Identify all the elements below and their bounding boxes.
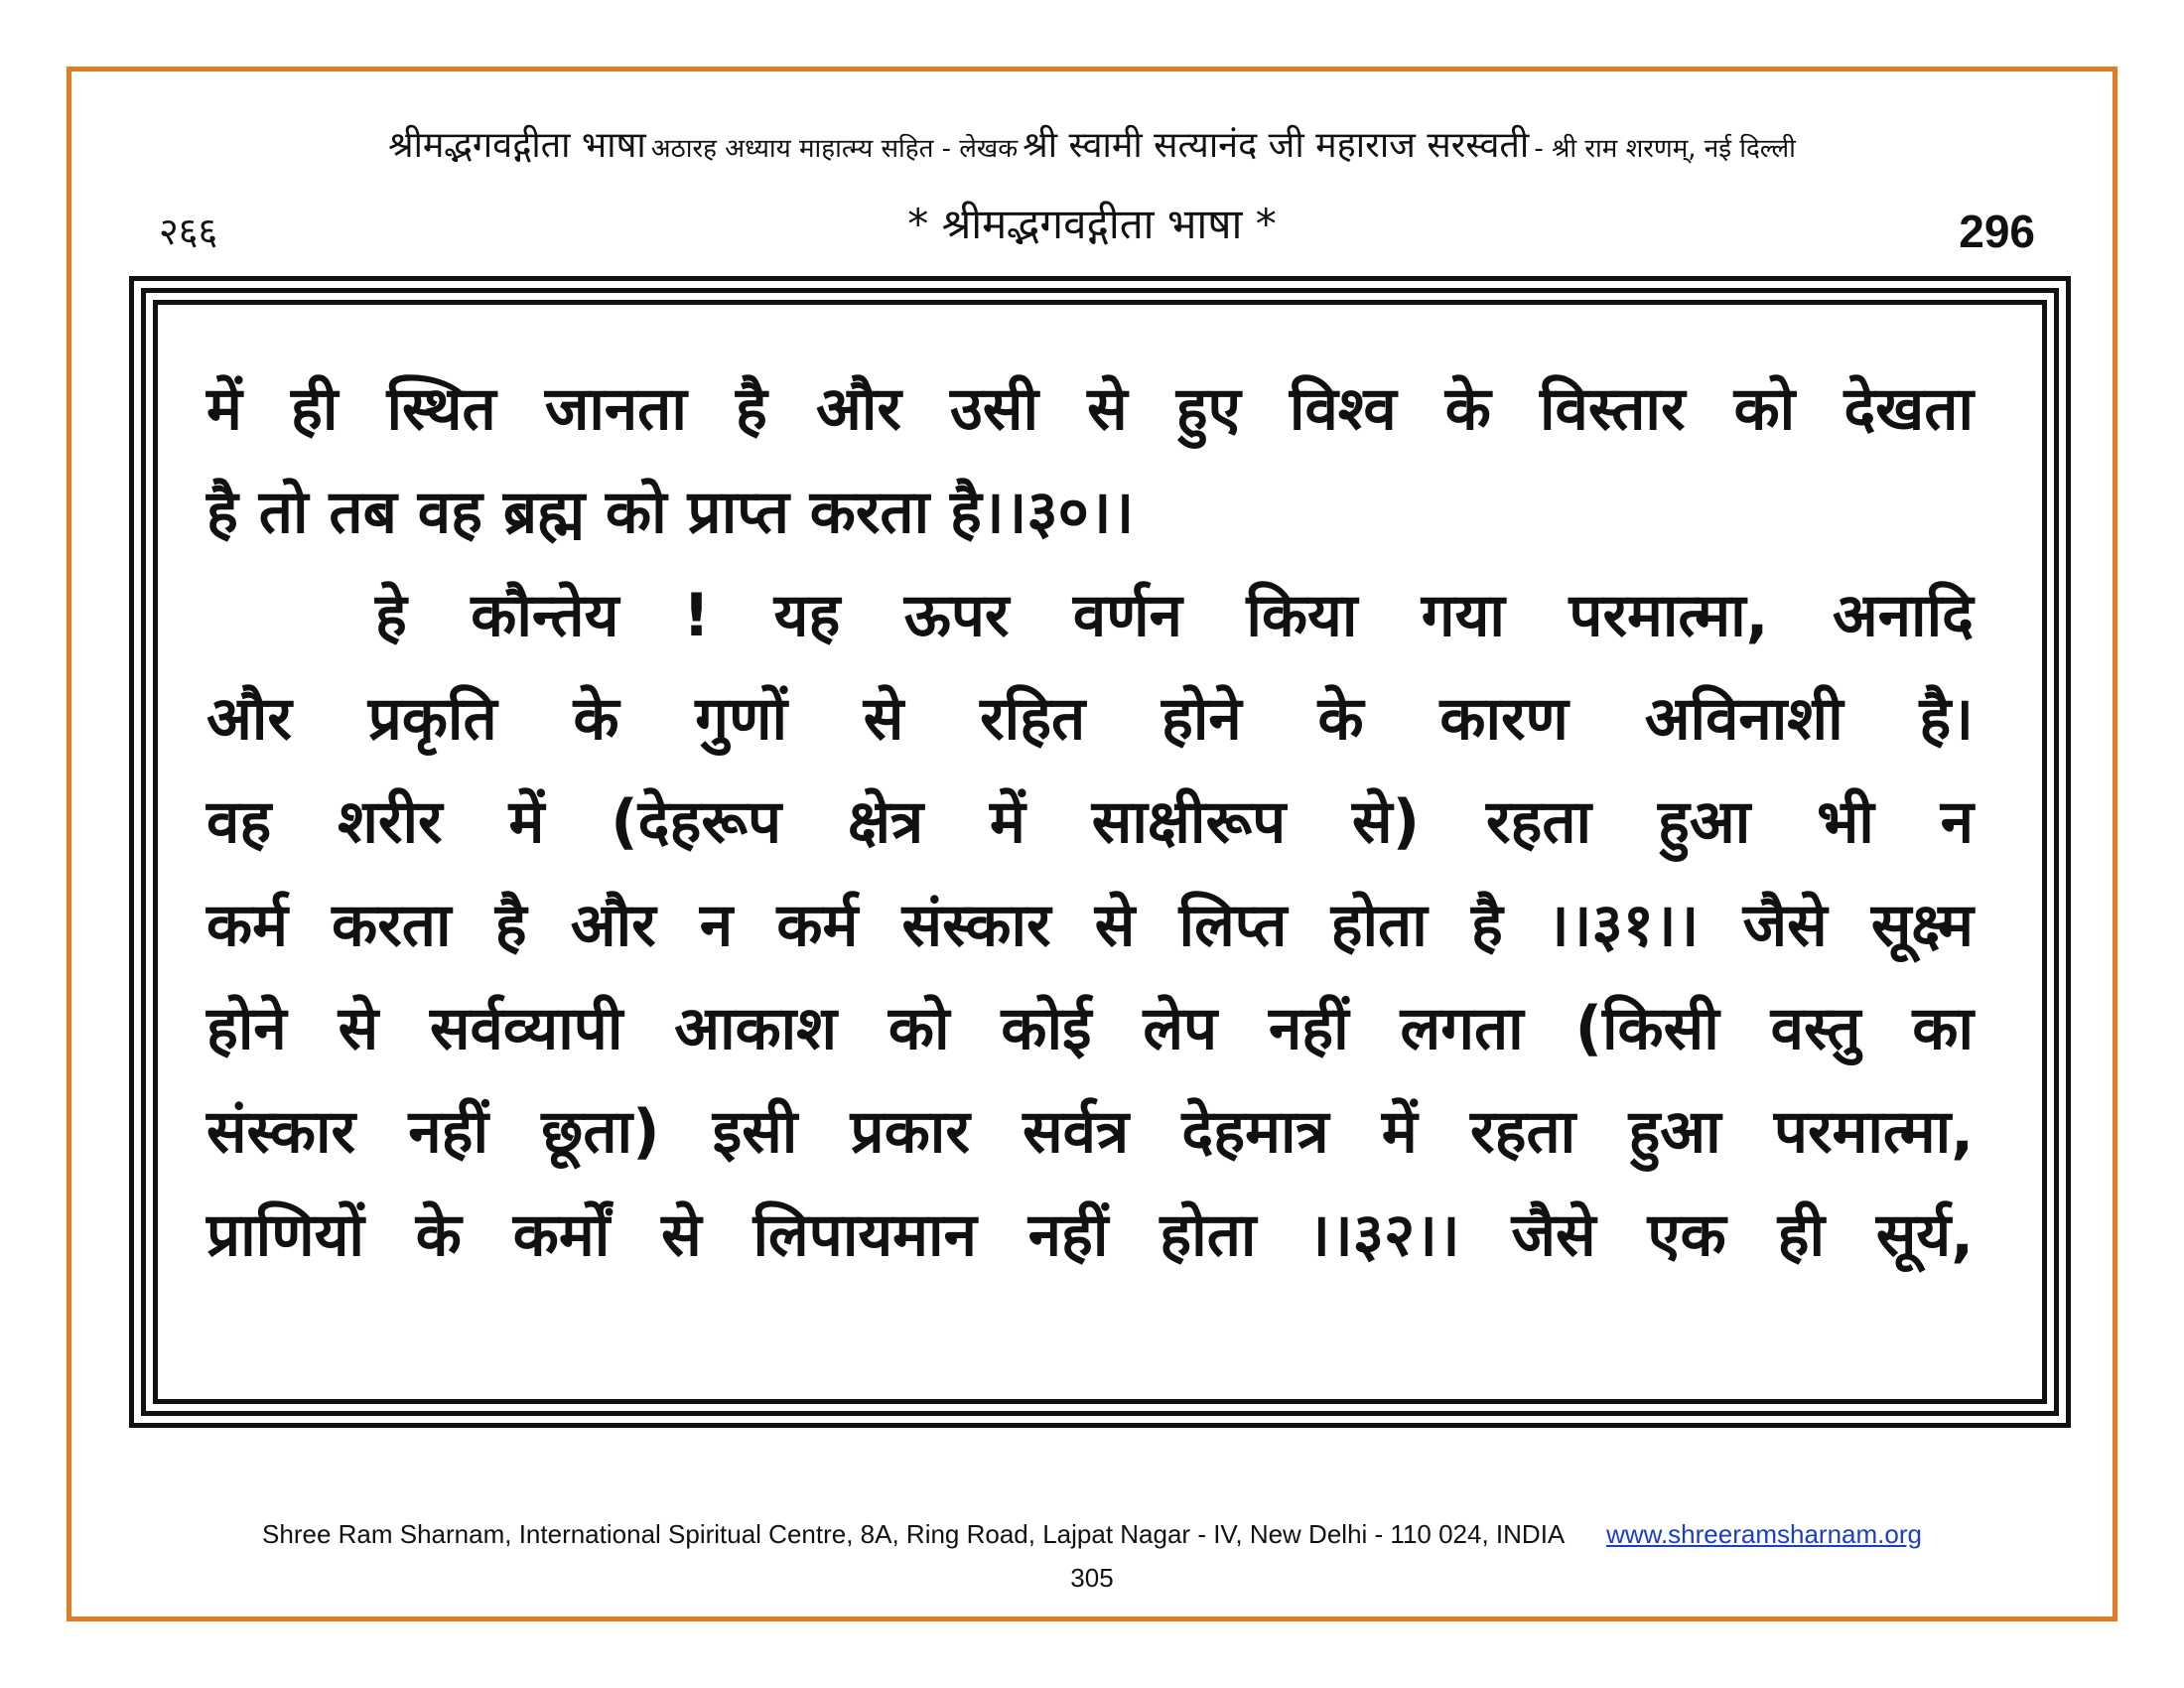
text-line: संस्कार नहीं छूता) इसी प्रकार सर्वत्र देहमात्र में रहता हुआ परमात्मा, xyxy=(206,1097,1974,1167)
text-line: और प्रकृति के गुणों से रहित होने के कारण अविनाशी है। xyxy=(206,684,1974,754)
text-line: होने से सर्वव्यापी आकाश को कोई लेप नहीं लगता (किसी वस्तु का xyxy=(206,994,1974,1063)
text-line: वह शरीर में (देहरूप क्षेत्र में साक्षीरूप से) रहता हुआ भी न xyxy=(206,787,1974,857)
footer-address: Shree Ram Sharnam, International Spiritual Centre, 8A, Ring Road, Lajpat Nagar - IV, New Delhi - 110 024, INDIA xyxy=(262,1519,1564,1549)
header-title: श्रीमद्भगवद्गीता भाषा xyxy=(388,125,646,166)
footer-page-number: 305 xyxy=(1070,1563,1114,1593)
text-line: प्राणियों के कर्मों से लिपायमान नहीं होता ।।३२।। जैसे एक ही सूर्य, xyxy=(206,1200,1974,1270)
text-line: है तो तब वह ब्रह्म को प्राप्त करता है।।३०।। xyxy=(206,478,1135,547)
page-header xyxy=(0,119,2184,168)
page-number-latin: 296 xyxy=(1959,206,2035,257)
website-link[interactable]: www.shreeramsharnam.org xyxy=(1606,1519,1922,1549)
header-place: - श्री राम शरणम्, नई दिल्ली xyxy=(1534,134,1796,164)
scripture-text xyxy=(206,357,1974,1287)
page-number-devanagari: २६६ xyxy=(159,210,218,253)
header-author: श्री स्वामी सत्यानंद जी महाराज सरस्वती xyxy=(1023,125,1530,166)
running-head: * श्रीमद्भगवद्गीता भाषा * xyxy=(907,200,1277,248)
page-footer xyxy=(0,1519,2184,1550)
text-line: हे कौन्तेय ! यह ऊपर वर्णन किया गया परमात्मा, अनादि xyxy=(375,581,1974,650)
text-line: में ही स्थित जानता है और उसी से हुए विश्व के विस्तार को देखता xyxy=(206,374,1974,444)
text-line: कर्म करता है और न कर्म संस्कार से लिप्त होता है ।।३१।। जैसे सूक्ष्म xyxy=(206,891,1974,960)
header-subtitle: अठारह अध्याय माहात्म्य सहित - लेखक xyxy=(650,134,1019,164)
